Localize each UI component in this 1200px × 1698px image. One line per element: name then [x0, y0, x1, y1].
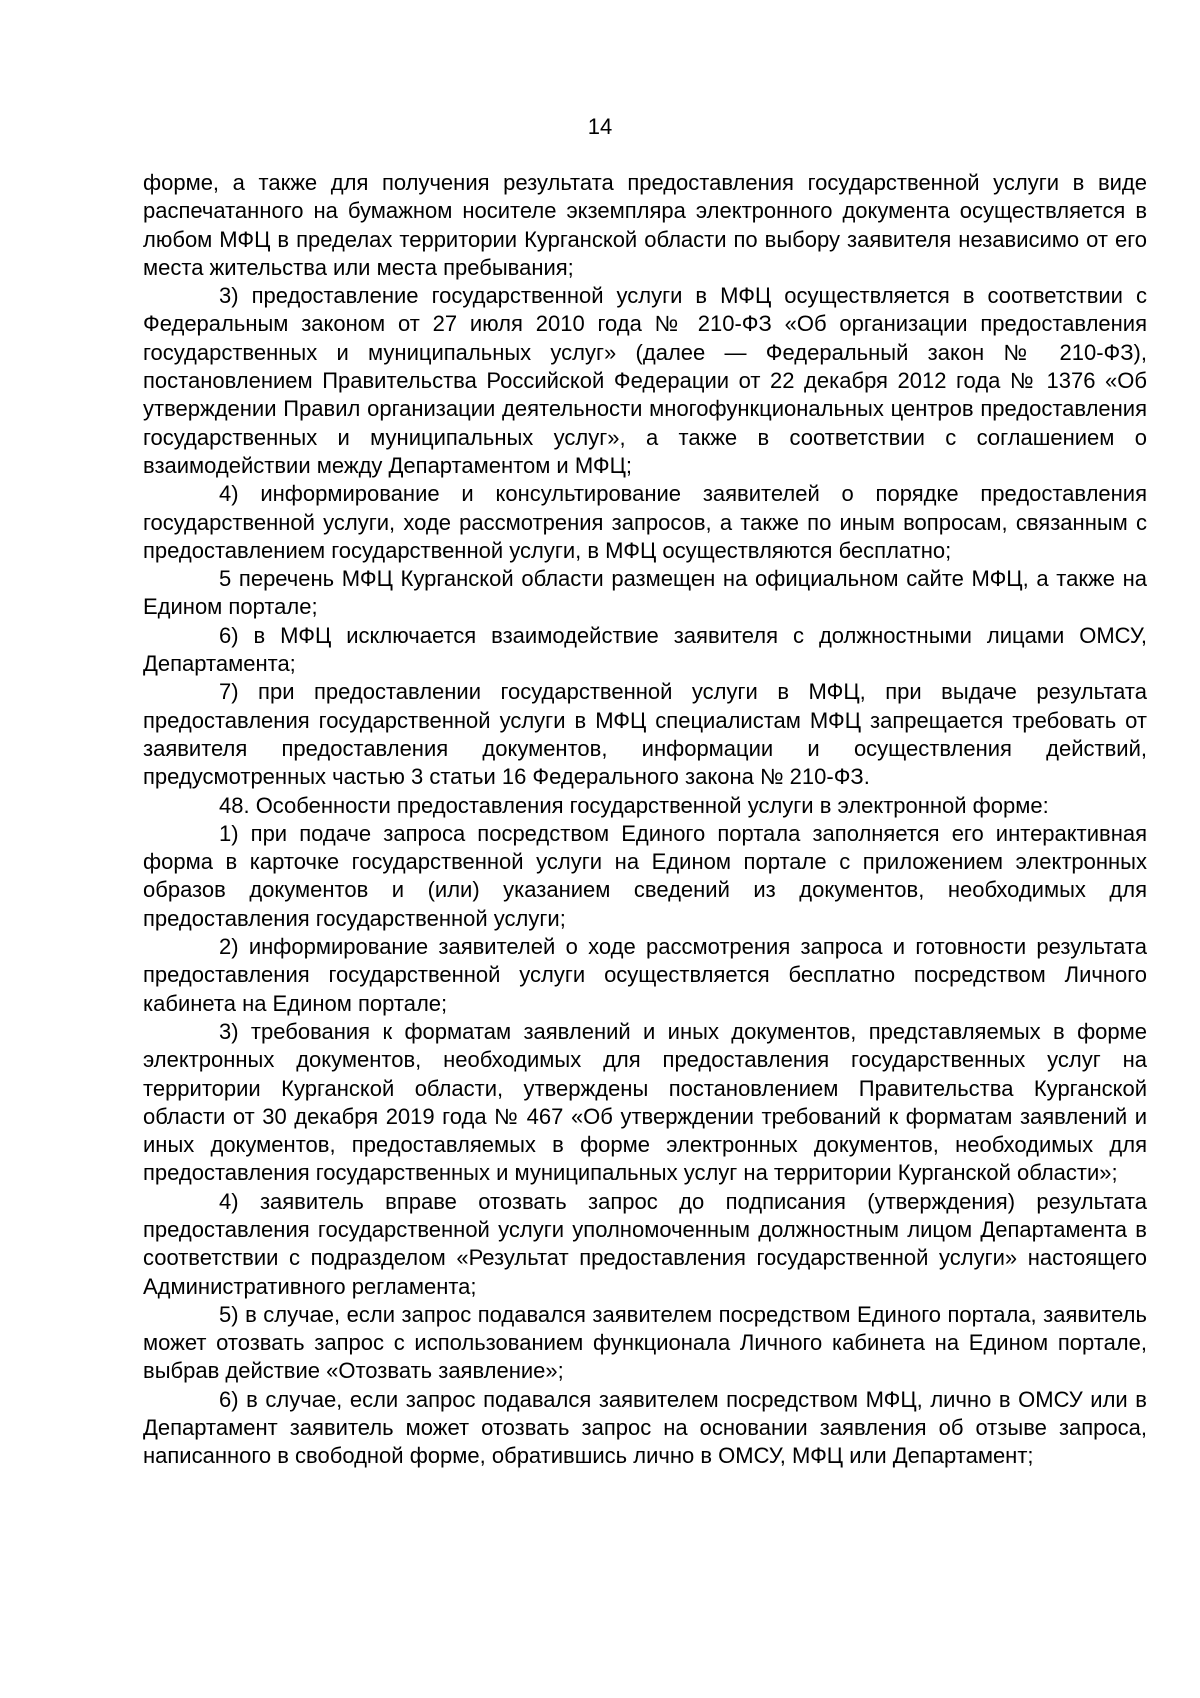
paragraph-item-7-prohibition: 7) при предоставлении государственной услуги в МФЦ, при выдаче результата предоставления государственной услуги в МФЦ специалистам МФЦ запрещается требовать от заявителя предоставления документов, информации и осуществления действий, предусмотренных частью 3 статьи 16 Федерального закона № 210-ФЗ.: [143, 679, 1147, 790]
document-body: [143, 169, 1147, 1471]
paragraph-48-item-1: 1) при подаче запроса посредством Единого портала заполняется его интерактивная форма в карточке государственной услуги на Едином портале с приложением электронных образов документов и (или) указанием сведений из документов, необходимых для предоставления государственной услуги;: [143, 820, 1147, 931]
paragraph-item-3-mfc-law: 3) предоставление государственной услуги в МФЦ осуществляется в соответствии с Федеральным законом от 27 июля 2010 года № 210-ФЗ «Об организации предоставления государственных и муниципальных услуг» (далее — Федеральный закон № 210-ФЗ), постановлением Правительства Российской Федерации от 22 декабря 2012 года № 1376 «Об утверждении Правил организации деятельности многофункциональных центров предоставления государственных и муниципальных услуг», а также в соответствии с соглашением о взаимодействии между Департаментом и МФЦ;: [143, 283, 1147, 478]
paragraph-48-item-6: 6) в случае, если запрос подавался заявителем посредством МФЦ, лично в ОМСУ или в Департамент заявитель может отозвать запрос на основании заявления об отзыве запроса, написанного в свободной форме, обратившись лично в ОМСУ, МФЦ или Департамент;: [143, 1386, 1147, 1469]
paragraph-48-item-2: 2) информирование заявителей о ходе рассмотрения запроса и готовности результата предоставления государственной услуги осуществляется бесплатно посредством Личного кабинета на Едином портале;: [143, 934, 1147, 1016]
paragraph-item-6-interaction: 6) в МФЦ исключается взаимодействие заявителя с должностными лицами ОМСУ, Департамента;: [143, 622, 1147, 677]
paragraph-48-item-5: 5) в случае, если запрос подавался заявителем посредством Единого портала, заявитель может отозвать запрос с использованием функционала Личного кабинета на Едином портале, выбрав действие «Отозвать заявление»;: [143, 1301, 1147, 1384]
paragraph-item-4-consultation: 4) информирование и консультирование заявителей о порядке предоставления государственной услуги, ходе рассмотрения запросов, а также по иным вопросам, связанным с предоставлением государственной услуги, в МФЦ осуществляются бесплатно;: [143, 481, 1147, 563]
paragraph-continuation: форме, а также для получения результата предоставления государственной услуги в виде распечатанного на бумажном носителе экземпляра электронного документа осуществляется в любом МФЦ в пределах территории Курганской области по выбору заявителя независимо от его места жительства или места пребывания;: [143, 170, 1147, 280]
paragraph-48-item-4: 4) заявитель вправе отозвать запрос до подписания (утверждения) результата предоставления государственной услуги уполномоченным должностным лицом Департамента в соответствии с подразделом «Результат предоставления государственной услуги» настоящего Административного регламента;: [143, 1188, 1147, 1299]
paragraph-48-item-3: 3) требования к форматам заявлений и иных документов, представляемых в форме электронных документов, необходимых для предоставления государственных услуг на территории Курганской области, утверждены постановлением Правительства Курганской области от 30 декабря 2019 года № 467 «Об утверждении требований к форматам заявлений и иных документов, предоставляемых в форме электронных документов, необходимых для предоставления государственных и муниципальных услуг на территории Курганской области»;: [143, 1018, 1147, 1186]
paragraph-item-5-mfc-list: 5 перечень МФЦ Курганской области размещен на официальном сайте МФЦ, а также на Едином портале;: [143, 566, 1147, 620]
section-48-heading: 48. Особенности предоставления государственной услуги в электронной форме:: [219, 792, 1049, 818]
page-number: 14: [587, 114, 613, 139]
